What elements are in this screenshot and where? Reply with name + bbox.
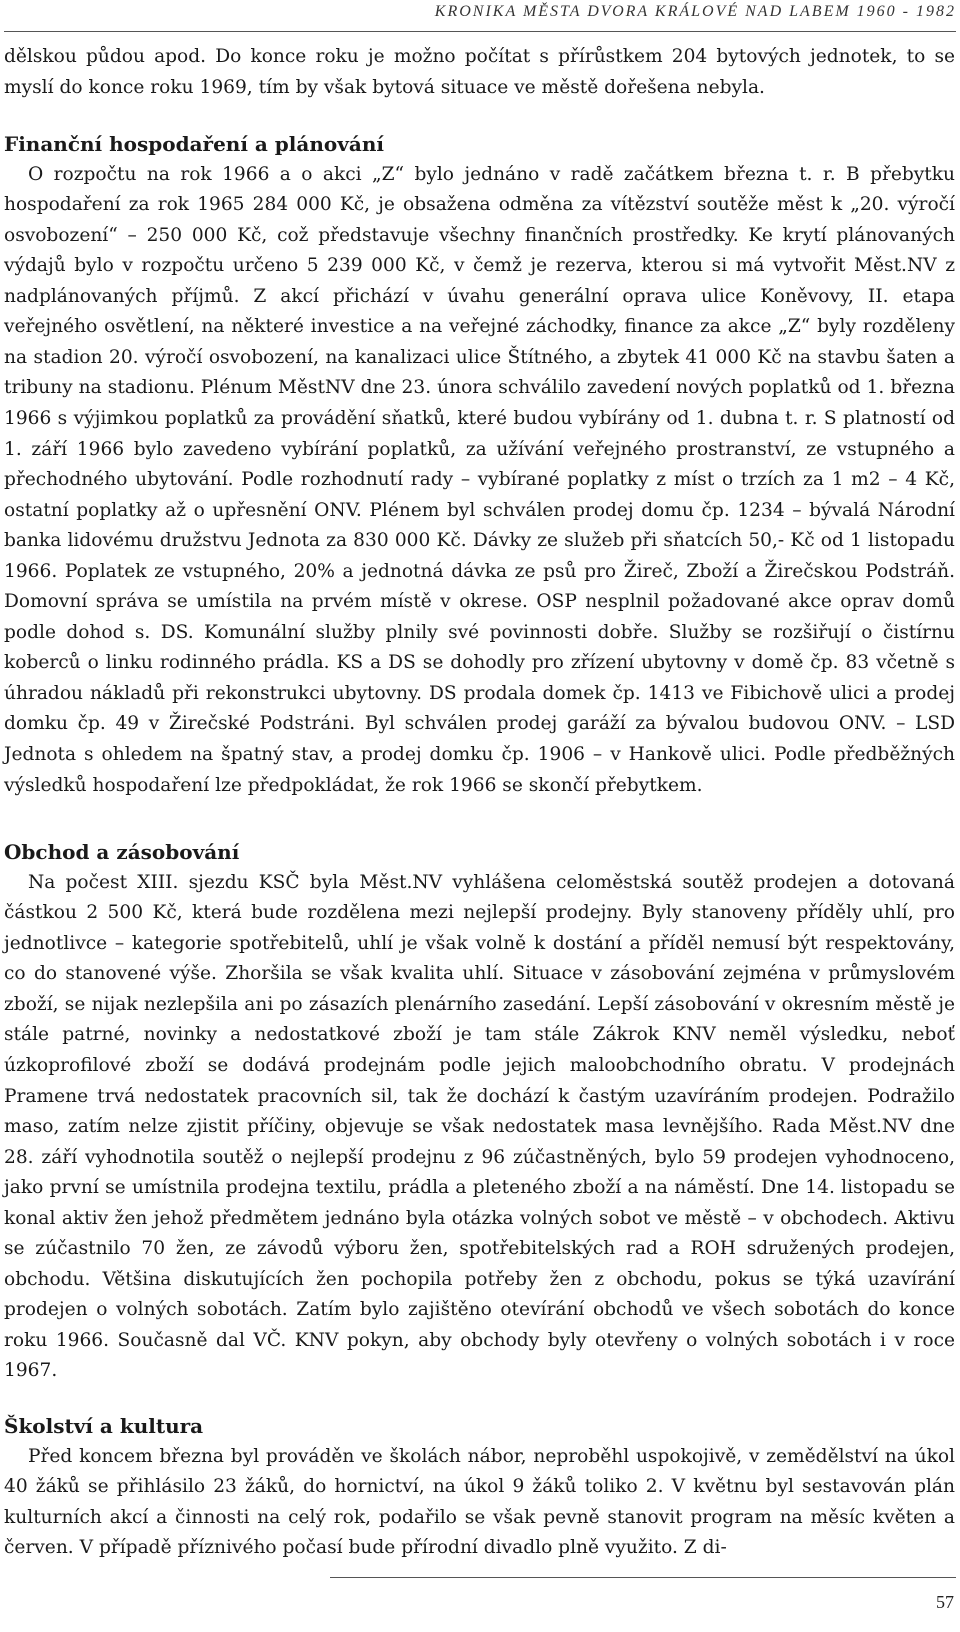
intro-paragraph: dělskou půdou apod. Do konce roku je možno počítat s přírůstkem 204 bytových jednotek, to se myslí do konce roku 1969, tím by však bytová situace ve městě dořešena nebyla.	[4, 46, 955, 98]
footer-rule	[330, 1577, 956, 1578]
running-title: KRONIKA MĚSTA DVORA KRÁLOVÉ NAD LABEM 1960 - 1982	[434, 3, 956, 20]
finance-heading: Finanční hospodaření a plánování	[4, 132, 384, 157]
header-rule	[4, 31, 956, 32]
finance-paragraph: O rozpočtu na rok 1966 a o akci „Z“ bylo jednáno v radě začátkem března t. r. B přebytku hospodaření za rok 1965 284 000 Kč, je obsažena odměna za vítězství soutěže měst k „20. výročí osvobození“ – 250 000 Kč, což představuje všechny finančních prostředky. Ke krytí plánovaných výdajů bylo v rozpočtu určeno 5 239 000 Kč, v čemž je rezerva, kterou si má vytvořit Měst.NV z nadplánovaných příjmů. Z akcí přichází v úvahu generální oprava ulice Koněvovy, II. etapa veřejného osvětlení, na některé investice a na veřejné záchodky, finance za akce „Z“ byly rozděleny na stadion 20. výročí osvobození, na kanalizaci ulice Štítného, a zbytek 41 000 Kč na stavbu šaten a tribuny na stadionu. Plénum MěstNV dne 23. února schválilo zavedení nových poplatků od 1. března 1966 s výjimkou poplatků za provádění sňatků, které budou vybírány od 1. dubna t. r. S platností od 1. září 1966 bylo zavedeno vybírání poplatků, za užívání veřejného prostranství, ze vstupného a přechodného ubytování. Podle rozhodnutí rady – vybírané poplatky z míst o trzích za 1 m2 – 4 Kč, ostatní poplatky až o upřesnění ONV. Plénem byl schválen prodej domu čp. 1234 – bývalá Národní banka lidovému družstvu Jednota za 830 000 Kč. Dávky ze služeb při sňatcích 50,- Kč od 1 listopadu 1966. Poplatek ze vstupného, 20% a jednotná dávka ze psů pro Žireč, Zboží a Žirečskou Podstráň. Domovní správa se umístila na prvém místě v okrese. OSP nesplnil požadované akce oprav domů podle dohod s. DS. Komunální služby plnily své povinnosti dobře. Služby se rozšiřují o čistírnu koberců o linku rodinného prádla. KS a DS se dohodly pro zřízení ubytovny v domě čp. 83 včetně s úhradou nákladů při rekonstrukci ubytovny. DS prodala domek čp. 1413 ve Fibichově ulici a prodej domku čp. 49 v Žirečské Podstráni. Byl schválen prodej garáží za bývalou budovou ONV. – LSD Jednota s ohledem na špatný stav, a prodej domku čp. 1906 – v Hankově ulici. Podle předběžných výsledků hospodaření lze předpokládat, že rok 1966 se skončí přebytkem.	[4, 163, 955, 796]
section-gap	[4, 1387, 955, 1411]
page-header	[0, 0, 960, 34]
page-number: 57	[936, 1592, 954, 1612]
page-content	[4, 42, 955, 1564]
education-heading: Školství a kultura	[4, 1413, 204, 1438]
trade-paragraph: Na počest XIII. sjezdu KSČ byla Měst.NV vyhlášena celoměstská soutěž prodejen a dotovaná částkou 2 500 Kč, která bude rozdělena mezi nejlepší prodejny. Byly stanoveny příděly uhlí, pro jednotlivce – kategorie spotřebitelů, uhlí je však volně k dostání a příděl nemusí být respektovány, co do stanovené výše. Zhoršila se však kvalita uhlí. Situace v zásobování zejména v průmyslovém zboží, se nijak nezlepšila ani po zásazích plenárního zasedání. Lepší zásobování v okresním městě je stále patrné, novinky a nedostatkové zboží je tam stále Zákrok KNV neměl výsledku, neboť úzkoprofilové zboží se dodává prodejnám podle jejich maloobchodního obratu. V prodejnách Pramene trvá nedostatek pracovních sil, tak že dochází k častým uzavíráním prodejen. Podražilo maso, zatím nelze zjistit příčiny, objevuje se však nedostatek masa levnějšího. Rada Měst.NV dne 28. září vyhodnotila soutěž o nejlepší prodejnu z 96 zúčastněných, bylo 59 prodejen vyhodnoceno, jako první se umístnila prodejna textilu, prádla a pleteného zboží a na náměstí. Dne 14. listopadu se konal aktiv žen jehož předmětem jednáno byla otázka volných sobot ve městě – v obchodech. Aktivu se zúčastnilo 70 žen, ze závodů výboru žen, spotřebitelských rad a ROH sdružených prodejen, obchodu. Většina diskutujících žen pochopila potřeby žen z obchodu, pokus se týká uzavírání prodejen o volných sobotách. Zatím bylo zajištěno otevírání obchodů ve všech sobotách do konce roku 1966. Současně dal VČ. KNV pokyn, aby obchody byly otevřeny o volných sobotách i v roce 1967.	[4, 871, 955, 1382]
trade-heading: Obchod a zásobování	[4, 840, 240, 865]
education-paragraph: Před koncem března byl prováděn ve školách nábor, neproběhl uspokojivě, v zemědělství na úkol 40 žáků se přihlásilo 23 žáků, do hornictví, na úkol 9 žáků toliko 2. V květnu byl sestavován plán kulturních akcí a činnosti na celý rok, podařilo se však pevně stanovit program na měsíc květen a červen. V případě příznivého počasí bude přírodní divadlo plně využito. Z di-	[4, 1445, 955, 1559]
section-gap	[4, 801, 955, 837]
section-gap	[4, 103, 955, 129]
